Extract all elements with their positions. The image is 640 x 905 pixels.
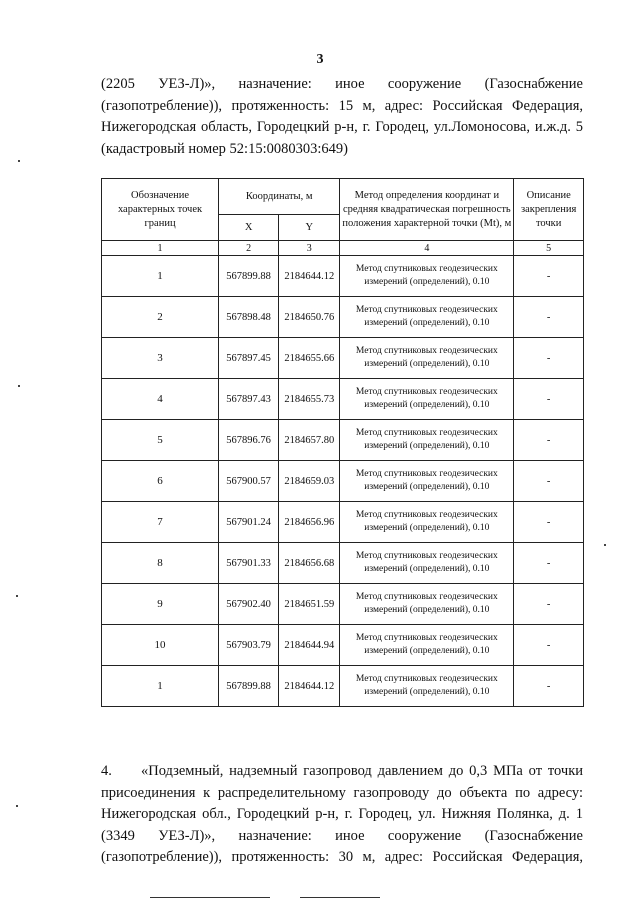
table-row bbox=[102, 338, 584, 379]
paragraph-line: (2205 УЕЗ-Л)», назначение: иное сооружение (Газоснабжение bbox=[101, 76, 583, 92]
method-cell: Метод спутниковых геодезических измерений (определений), 0.10 bbox=[340, 297, 514, 338]
header-x: X bbox=[219, 215, 279, 241]
table-row bbox=[102, 502, 584, 543]
y-cell: 2184659.03 bbox=[279, 461, 340, 502]
point-cell: 2 bbox=[102, 297, 219, 338]
coordinates-table bbox=[101, 178, 584, 707]
point-cell: 7 bbox=[102, 502, 219, 543]
scan-margin-mark bbox=[18, 160, 20, 162]
table-row bbox=[102, 461, 584, 502]
description-cell: - bbox=[514, 420, 584, 461]
point-cell: 4 bbox=[102, 379, 219, 420]
x-cell: 567900.57 bbox=[219, 461, 279, 502]
column-index-row bbox=[102, 241, 584, 256]
y-cell: 2184651.59 bbox=[279, 584, 340, 625]
x-cell: 567902.40 bbox=[219, 584, 279, 625]
x-cell: 567898.48 bbox=[219, 297, 279, 338]
footer-rule bbox=[150, 897, 270, 898]
point-cell: 10 bbox=[102, 625, 219, 666]
x-cell: 567896.76 bbox=[219, 420, 279, 461]
point-cell: 6 bbox=[102, 461, 219, 502]
table-row bbox=[102, 584, 584, 625]
point-cell: 5 bbox=[102, 420, 219, 461]
method-cell: Метод спутниковых геодезических измерений (определений), 0.10 bbox=[340, 256, 514, 297]
point-cell: 1 bbox=[102, 666, 219, 707]
paragraph-line: (газопотребление)), протяженность: 30 м, адрес: Российская Федерация, bbox=[101, 849, 583, 865]
page-number: 3 bbox=[316, 52, 324, 67]
x-cell: 567903.79 bbox=[219, 625, 279, 666]
y-cell: 2184657.80 bbox=[279, 420, 340, 461]
x-cell: 567897.43 bbox=[219, 379, 279, 420]
header-method: Метод определения координат и средняя квадратическая погрешность положения характерной точки (Mt), м bbox=[340, 179, 514, 241]
x-cell: 567899.88 bbox=[219, 256, 279, 297]
table-row bbox=[102, 625, 584, 666]
x-cell: 567899.88 bbox=[219, 666, 279, 707]
footer-rule bbox=[300, 897, 380, 898]
y-cell: 2184655.66 bbox=[279, 338, 340, 379]
method-cell: Метод спутниковых геодезических измерений (определений), 0.10 bbox=[340, 543, 514, 584]
column-index: 5 bbox=[514, 241, 584, 256]
description-cell: - bbox=[514, 379, 584, 420]
method-cell: Метод спутниковых геодезических измерений (определений), 0.10 bbox=[340, 338, 514, 379]
header-coordinates: Координаты, м bbox=[219, 179, 340, 215]
y-cell: 2184644.12 bbox=[279, 666, 340, 707]
paragraph-line: (кадастровый номер 52:15:0080303:649) bbox=[101, 140, 348, 157]
paragraph-line: Нижегородская обл., Городецкий р-н, г. Городец, ул. Нижняя Полянка, д. 1 bbox=[101, 806, 583, 822]
item-number: 4. bbox=[101, 763, 112, 779]
paragraph-line: Нижегородская область, Городецкий р-н, г. Городец, ул.Ломоносова, и.ж.д. 5 bbox=[101, 119, 583, 135]
method-cell: Метод спутниковых геодезических измерений (определений), 0.10 bbox=[340, 379, 514, 420]
table-row bbox=[102, 256, 584, 297]
table-row bbox=[102, 666, 584, 707]
scan-margin-mark bbox=[16, 595, 18, 597]
method-cell: Метод спутниковых геодезических измерений (определений), 0.10 bbox=[340, 502, 514, 543]
y-cell: 2184656.96 bbox=[279, 502, 340, 543]
method-cell: Метод спутниковых геодезических измерений (определений), 0.10 bbox=[340, 666, 514, 707]
x-cell: 567901.24 bbox=[219, 502, 279, 543]
y-cell: 2184656.68 bbox=[279, 543, 340, 584]
column-index: 4 bbox=[340, 241, 514, 256]
method-cell: Метод спутниковых геодезических измерений (определений), 0.10 bbox=[340, 420, 514, 461]
description-cell: - bbox=[514, 338, 584, 379]
description-cell: - bbox=[514, 584, 584, 625]
description-cell: - bbox=[514, 297, 584, 338]
column-index: 2 bbox=[219, 241, 279, 256]
paragraph-object-3-description bbox=[101, 74, 583, 160]
x-cell: 567901.33 bbox=[219, 543, 279, 584]
method-cell: Метод спутниковых геодезических измерений (определений), 0.10 bbox=[340, 625, 514, 666]
table-row bbox=[102, 543, 584, 584]
y-cell: 2184650.76 bbox=[279, 297, 340, 338]
table-row bbox=[102, 379, 584, 420]
header-y: Y bbox=[279, 215, 340, 241]
point-cell: 9 bbox=[102, 584, 219, 625]
header-description: Описание закрепления точки bbox=[514, 179, 584, 241]
column-index: 3 bbox=[279, 241, 340, 256]
y-cell: 2184644.12 bbox=[279, 256, 340, 297]
paragraph-line: (газопотребление)), протяженность: 15 м, адрес: Российская Федерация, bbox=[101, 97, 583, 114]
description-cell: - bbox=[514, 502, 584, 543]
point-cell: 1 bbox=[102, 256, 219, 297]
y-cell: 2184644.94 bbox=[279, 625, 340, 666]
paragraph-line bbox=[101, 761, 583, 783]
point-cell: 3 bbox=[102, 338, 219, 379]
paragraph-line-text: «Подземный, надземный газопровод давлением до 0,3 МПа от точки bbox=[141, 763, 583, 779]
table-row bbox=[102, 297, 584, 338]
scan-margin-mark bbox=[604, 544, 606, 546]
paragraph-line: (3349 УЕЗ-Л)», назначение: иное сооружение (Газоснабжение bbox=[101, 827, 583, 844]
scan-margin-mark bbox=[16, 805, 18, 807]
header-point: Обозначение характерных точек границ bbox=[102, 179, 219, 241]
description-cell: - bbox=[514, 666, 584, 707]
description-cell: - bbox=[514, 543, 584, 584]
description-cell: - bbox=[514, 461, 584, 502]
point-cell: 8 bbox=[102, 543, 219, 584]
description-cell: - bbox=[514, 256, 584, 297]
description-cell: - bbox=[514, 625, 584, 666]
paragraph-object-4-description bbox=[101, 761, 583, 869]
scan-margin-mark bbox=[18, 385, 20, 387]
y-cell: 2184655.73 bbox=[279, 379, 340, 420]
table-row bbox=[102, 420, 584, 461]
paragraph-line: присоединения к распределительному газопроводу до объекта по адресу: bbox=[101, 784, 583, 801]
column-index: 1 bbox=[102, 241, 219, 256]
x-cell: 567897.45 bbox=[219, 338, 279, 379]
method-cell: Метод спутниковых геодезических измерений (определений), 0.10 bbox=[340, 461, 514, 502]
method-cell: Метод спутниковых геодезических измерений (определений), 0.10 bbox=[340, 584, 514, 625]
